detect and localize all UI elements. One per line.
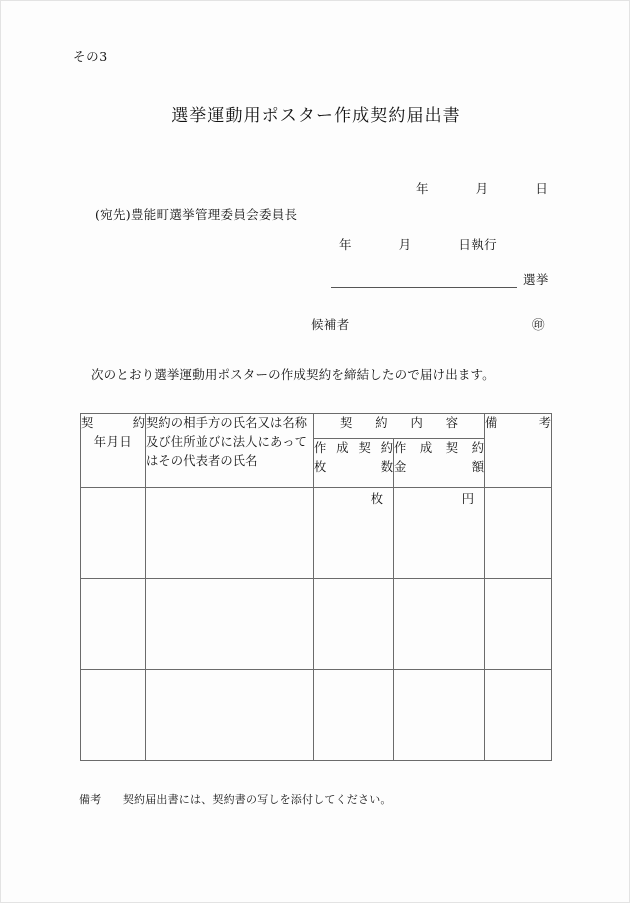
cell-contract-date[interactable] (81, 579, 146, 670)
statement-text: 次のとおり選挙運動用ポスターの作成契約を締結したので届け出ます。 (91, 367, 495, 382)
header-amount-line1: 作成契約 (394, 441, 484, 455)
addressee-line: (宛先)豊能町選挙管理委員会委員長 (95, 207, 298, 222)
table-header-row-1 (81, 414, 552, 439)
footnote (79, 791, 392, 807)
header-contract-content (314, 414, 485, 439)
header-contract-content-label: 契約内容 (340, 416, 458, 430)
header-remarks (485, 414, 552, 488)
cell-remarks[interactable] (485, 488, 552, 579)
cell-counterparty[interactable] (146, 579, 314, 670)
cell-amount-unit: 円 (461, 492, 474, 506)
header-counterparty: 契約の相手方の氏名又は名称及び住所並びに法人にあってはその代表者の氏名 (146, 414, 314, 488)
cell-counterparty[interactable] (146, 670, 314, 761)
header-sheets-line1: 作成契約 (314, 441, 393, 455)
election-name-label: 選挙 (523, 272, 549, 287)
cell-amount[interactable] (394, 488, 485, 579)
table-row (81, 670, 552, 761)
cell-sheets[interactable] (314, 670, 394, 761)
form-number: その3 (73, 49, 108, 64)
contract-table (80, 413, 552, 761)
table-row (81, 579, 552, 670)
header-contract-date-line2: 年月日 (93, 435, 133, 450)
candidate-label: 候補者 (311, 317, 350, 332)
cell-remarks[interactable] (485, 579, 552, 670)
header-amount (394, 439, 485, 488)
header-sheets-line2: 枚数 (314, 460, 393, 475)
cell-counterparty[interactable] (146, 488, 314, 579)
table-row (81, 488, 552, 579)
footnote-label: 備考 (79, 793, 102, 806)
election-day-label: 日執行 (458, 237, 498, 252)
submission-date-line (416, 179, 548, 197)
submission-day-label: 日 (535, 181, 549, 196)
cell-amount[interactable] (394, 579, 485, 670)
election-year-label: 年 (339, 237, 352, 252)
submission-year-label: 年 (416, 181, 429, 196)
cell-sheets[interactable] (314, 488, 394, 579)
header-contract-date (81, 414, 146, 488)
page-title: 選挙運動用ポスター作成契約届出書 (171, 106, 461, 126)
election-month-label: 月 (398, 237, 412, 252)
cell-contract-date[interactable] (81, 488, 146, 579)
footnote-text: 契約届出書には、契約書の写しを添付してください。 (122, 793, 392, 806)
header-amount-line2: 金額 (394, 460, 484, 475)
cell-amount[interactable] (394, 670, 485, 761)
header-remarks-label: 備考 (485, 416, 551, 430)
election-execution-date-line (339, 235, 497, 253)
header-contract-date-line1: 契約 (81, 416, 145, 430)
cell-remarks[interactable] (485, 670, 552, 761)
header-sheets (314, 439, 394, 488)
seal-stamp-icon: ㊞ (532, 317, 545, 332)
cell-sheets[interactable] (314, 579, 394, 670)
cell-contract-date[interactable] (81, 670, 146, 761)
election-name-input[interactable] (331, 269, 517, 288)
submission-month-label: 月 (475, 181, 489, 196)
election-name-row (331, 269, 559, 291)
cell-sheets-unit: 枚 (370, 492, 383, 506)
